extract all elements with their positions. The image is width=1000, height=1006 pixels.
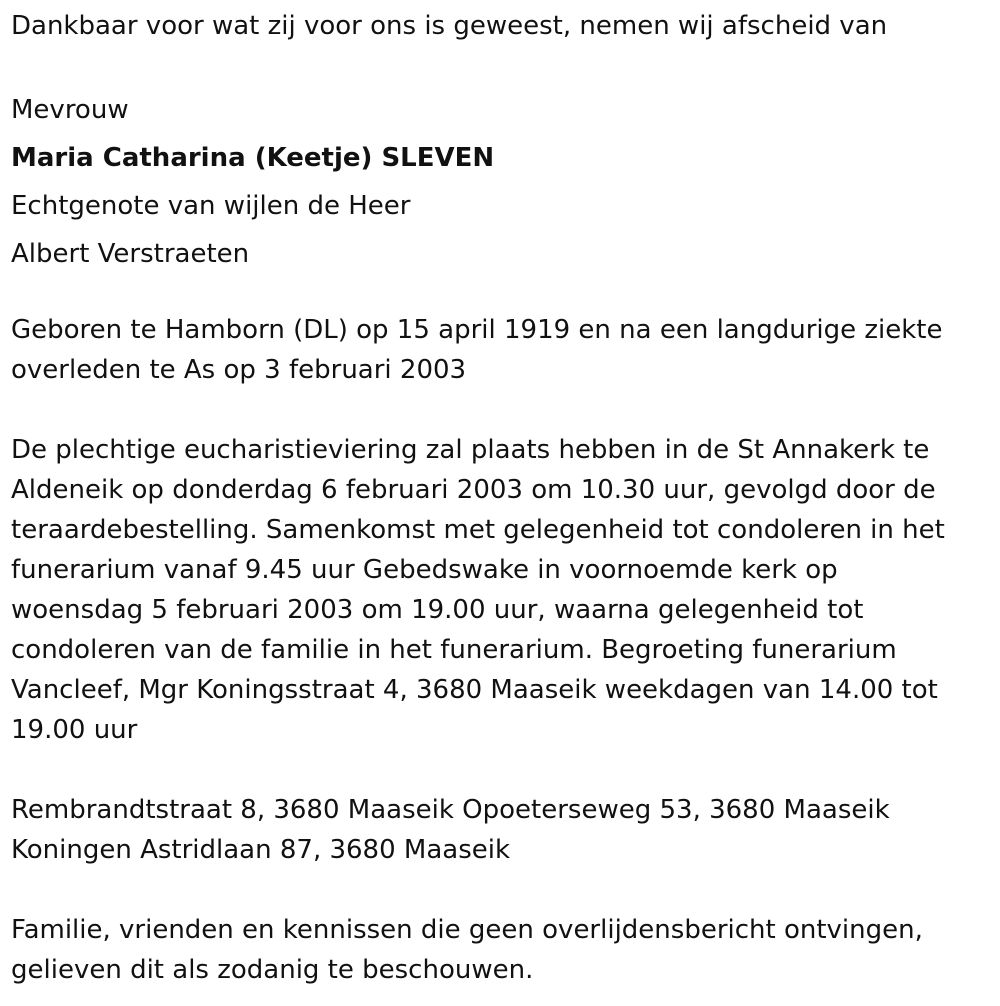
paragraph-line: Aldeneik op donderdag 6 februari 2003 om 10.30 uur, gevolgd door de (11, 475, 936, 505)
person-name: Maria Catharina (Keetje) SLEVEN (11, 143, 495, 173)
paragraph-line: condoleren van de familie in het funerarium. Begroeting funerarium (11, 635, 897, 665)
intro-text: Dankbaar voor wat zij voor ons is geweest, nemen wij afscheid van (11, 11, 888, 41)
paragraph-line: gelieven dit als zodanig te beschouwen. (11, 955, 534, 985)
ceremony-paragraph (11, 430, 945, 750)
address-line: Rembrandtstraat 8, 3680 Maaseik Opoeterseweg 53, 3680 Maaseik (11, 795, 890, 825)
paragraph-line: De plechtige eucharistieviering zal plaats hebben in de St Annakerk te (11, 435, 930, 465)
closing-paragraph (11, 910, 923, 990)
person-title: Mevrouw (11, 95, 129, 125)
person-relation: Echtgenote van wijlen de Heer (11, 191, 411, 221)
paragraph-line: Geboren te Hamborn (DL) op 15 april 1919 en na een langdurige ziekte (11, 315, 943, 345)
paragraph-line: overleden te As op 3 februari 2003 (11, 355, 467, 385)
addresses-paragraph (11, 790, 890, 870)
paragraph-line: woensdag 5 februari 2003 om 19.00 uur, waarna gelegenheid tot (11, 595, 864, 625)
paragraph-line: teraardebestelling. Samenkomst met gelegenheid tot condoleren in het (11, 515, 945, 545)
paragraph-line: 19.00 uur (11, 715, 138, 745)
person-block (11, 86, 494, 278)
address-line: Koningen Astridlaan 87, 3680 Maaseik (11, 835, 511, 865)
birth-death-paragraph (11, 310, 942, 390)
paragraph-line: Vancleef, Mgr Koningsstraat 4, 3680 Maaseik weekdagen van 14.00 tot (11, 675, 938, 705)
paragraph-line: funerarium vanaf 9.45 uur Gebedswake in voornoemde kerk op (11, 555, 838, 585)
paragraph-line: Familie, vrienden en kennissen die geen overlijdensbericht ontvingen, (11, 915, 923, 945)
spouse-name: Albert Verstraeten (11, 239, 250, 269)
